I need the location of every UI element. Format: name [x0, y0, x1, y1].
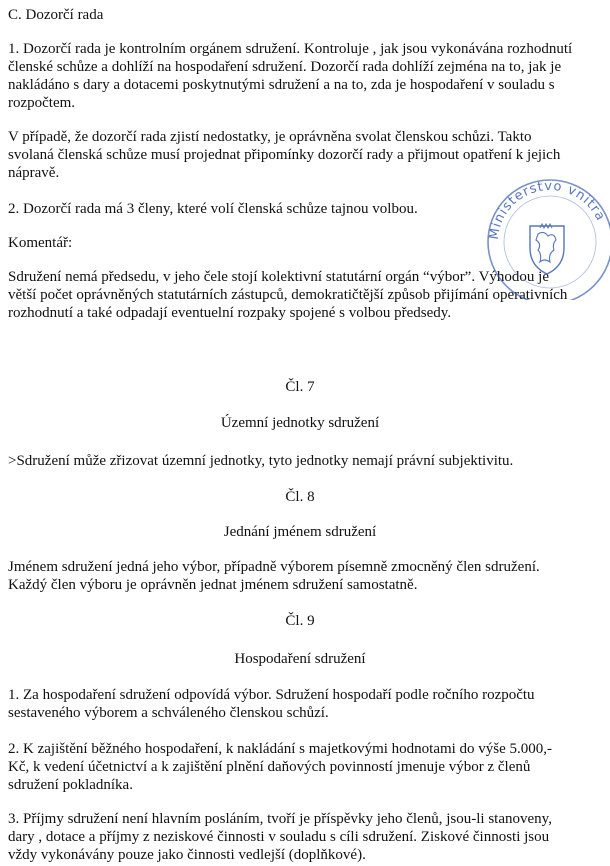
article-number: Čl. 7: [285, 379, 315, 395]
text-line: vždy vykonávány pouze jako činnosti vedlejší (doplňkové).: [8, 847, 366, 863]
text-line: rozhodnutí a také odpadají eventuelní rozpaky spojené s volbou předsedy.: [8, 305, 452, 321]
text-line: 2. K zajištění běžného hospodaření, k nakládání s majetkovými hodnotami do výše 5.000,-: [8, 741, 553, 757]
text-line: 1. Za hospodaření sdružení odpovídá výbor. Sdružení hospodaří podle ročního rozpočtu: [8, 687, 535, 703]
text-line: Každý člen výboru je oprávněn jednat jménem sdružení samostatně.: [8, 577, 418, 593]
text-line: sestaveného výborem a schváleného členskou schůzí.: [8, 705, 329, 721]
text-line: Sdružení nemá předsedu, v jeho čele stojí kolektivní statutární orgán “výbor”. Výhodou je: [8, 269, 549, 285]
official-stamp: [478, 170, 610, 300]
text-line: členské schůze a dohlíží na hospodaření sdružení. Dozorčí rada dohlíží zejména na to, jak je: [8, 59, 562, 75]
article-number: Čl. 8: [285, 489, 315, 505]
text-line: V případě, že dozorčí rada zjistí nedostatky, je oprávněna svolat členskou schůzi. Takto: [8, 129, 532, 145]
text-line: 2. Dozorčí rada má 3 členy, které volí členská schůze tajnou volbou.: [8, 201, 418, 217]
text-line: dary , dotace a příjmy z neziskové činnosti v souladu s cíli sdružení. Ziskové činnosti jsou: [8, 829, 550, 845]
text-line: nakládáno s dary a dotacemi poskytnutými sdružení a na to, zda je hospodaření v souladu s: [8, 77, 555, 93]
text-line: Kč, k vedení účetnictví a k zajištění plnění daňových povinností jmenuje výbor z členů: [8, 759, 531, 775]
text-line: 3. Příjmy sdružení není hlavním posláním, tvoří je příspěvky jeho členů, jsou-li stanoveny,: [8, 811, 552, 827]
article-title: Hospodaření sdružení: [234, 651, 366, 667]
article-number: Čl. 9: [285, 613, 315, 629]
coat-of-arms-lion-icon: [530, 224, 564, 274]
article-title: Územní jednotky sdružení: [220, 415, 380, 431]
text-line: větší počet oprávněných statutárních zástupců, demokratičtější způsob přijímání operativních: [8, 287, 568, 303]
section-heading: C. Dozorčí rada: [8, 7, 104, 23]
comment-label: Komentář:: [8, 235, 73, 251]
text-line: rozpočtem.: [8, 95, 76, 111]
text-line: 1. Dozorčí rada je kontrolním orgánem sdružení. Kontroluje , jak jsou vykonávána rozhodnutí: [8, 41, 573, 57]
text-line: svolaná členská schůze musí projednat připomínky dozorčí rady a přijmout opatření k jejich: [8, 147, 561, 163]
text-line: nápravě.: [8, 165, 60, 181]
stamp-text: Ministerstvo vnitra: [486, 178, 608, 241]
text-line: sdružení pokladníka.: [8, 777, 133, 793]
article-title: Jednání jménem sdružení: [223, 524, 377, 540]
text-line: >Sdružení může zřizovat územní jednotky, tyto jednotky nemají právní subjektivitu.: [8, 453, 514, 469]
text-line: Jménem sdružení jedná jeho výbor, případně výborem písemně zmocněný člen sdružení.: [8, 559, 540, 575]
